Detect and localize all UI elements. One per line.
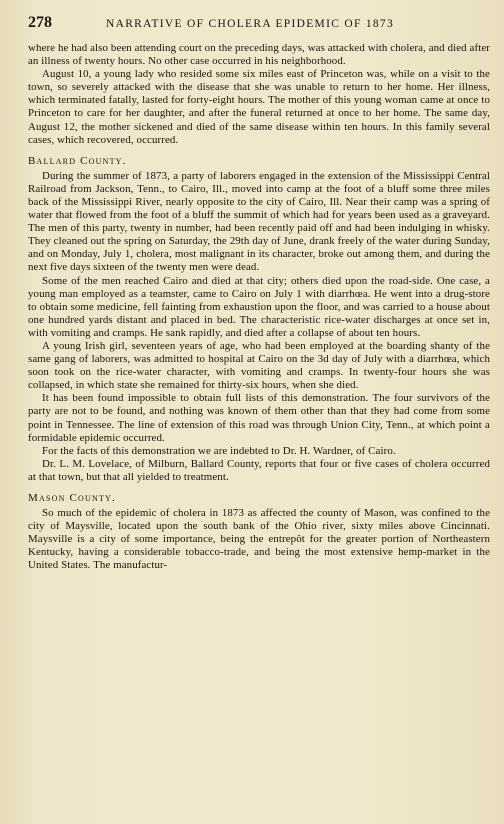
section-heading-ballard: Ballard County. [28,154,127,167]
paragraph: Some of the men reached Cairo and died at that city; others died upon the road-side. One case, a young man employed as a teamster, came to Cairo on July 1 with diarrhœa. He went into a drug-store to obtain some medicine, fell fainting from exhaustion upon the floor, and was carried to a house about one hundred yards distant and placed in bed. The characteristic rice-water discharges at once set in, with vomiting and cramps. He sank rapidly, and died after a collapse of about ten hours. [28,274,490,339]
paragraph: During the summer of 1873, a party of laborers engaged in the extension of the Mississippi Central Railroad from Jackson, Tenn., to Cairo, Ill., moved into camp at the foot of a bluff some three miles back of the Mississippi River, nearly opposite to the city of Cairo, Ill. Near their camp was a spring of water that flowed from the foot of a bluff the summit of which had for years been used as a graveyard. The men of this party, twenty in number, had been recently paid off and had been indulging in whisky. They cleaned out the spring on Saturday, the 29th day of June, drank freely of the water during Sunday, and on Monday, July 1, cholera, most malignant in its character, broke out among them, and during the next five days sixteen of the twenty men were dead. [28,169,490,274]
paragraph: For the facts of this demonstration we are indebted to Dr. H. Wardner, of Cairo. [42,444,396,457]
paragraph: where he had also been attending court on the preceding days, was attacked with cholera, and died after an illness of twenty hours. No other case occurred in his neighborhood. [28,42,490,68]
page-header [28,14,490,36]
paragraph: So much of the epidemic of cholera in 1873 as affected the county of Mason, was confined to the city of Maysville, located upon the south bank of the Ohio river, sixty miles above Cincinnati. Maysville is a city of some importance, being the entrepôt for the greater portion of Northeastern Kentucky, having a considerable tobacco-trade, and being the most extensive hemp-market in the United States. The manufactur- [28,507,490,572]
page-number: 278 [28,14,52,31]
running-title: NARRATIVE OF CHOLERA EPIDEMIC OF 1873 [106,18,395,30]
paragraph: A young Irish girl, seventeen years of age, who had been employed at the boarding shanty of the same gang of laborers, was admitted to hospital at Cairo on the 3d day of July with a diarrhœa, which soon took on the rice-water character, with vomiting and cramps. In twenty-four hours she was collapsed, in which state she remained for thirty-six hours, when she died. [28,339,490,392]
paragraph: It has been found impossible to obtain full lists of this demonstration. The four survivors of the party are not to be found, and nothing was known of them other than that they had come from some point in Tennessee. The line of extension of this road was through Union City, Tenn., at which point a formidable epidemic occurred. [28,392,490,444]
paragraph: August 10, a young lady who resided some six miles east of Princeton was, while on a visit to the town, so severely attacked with the disease that she was unable to return to her home. Her illness, which terminated fatally, lasted for forty-eight hours. The mother of this young woman came at once to Princeton to care for her daughter, and after the funeral returned at once to her home. The same day, August 12, the mother sickened and died of the same disease within ten hours. In this family several cases, which recovered, occurred. [28,68,490,146]
section-heading-mason: Mason County. [28,492,116,504]
paragraph: Dr. L. M. Lovelace, of Milburn, Ballard County, reports that four or five cases of cholera occurred at that town, but that all yielded to treatment. [28,457,490,483]
